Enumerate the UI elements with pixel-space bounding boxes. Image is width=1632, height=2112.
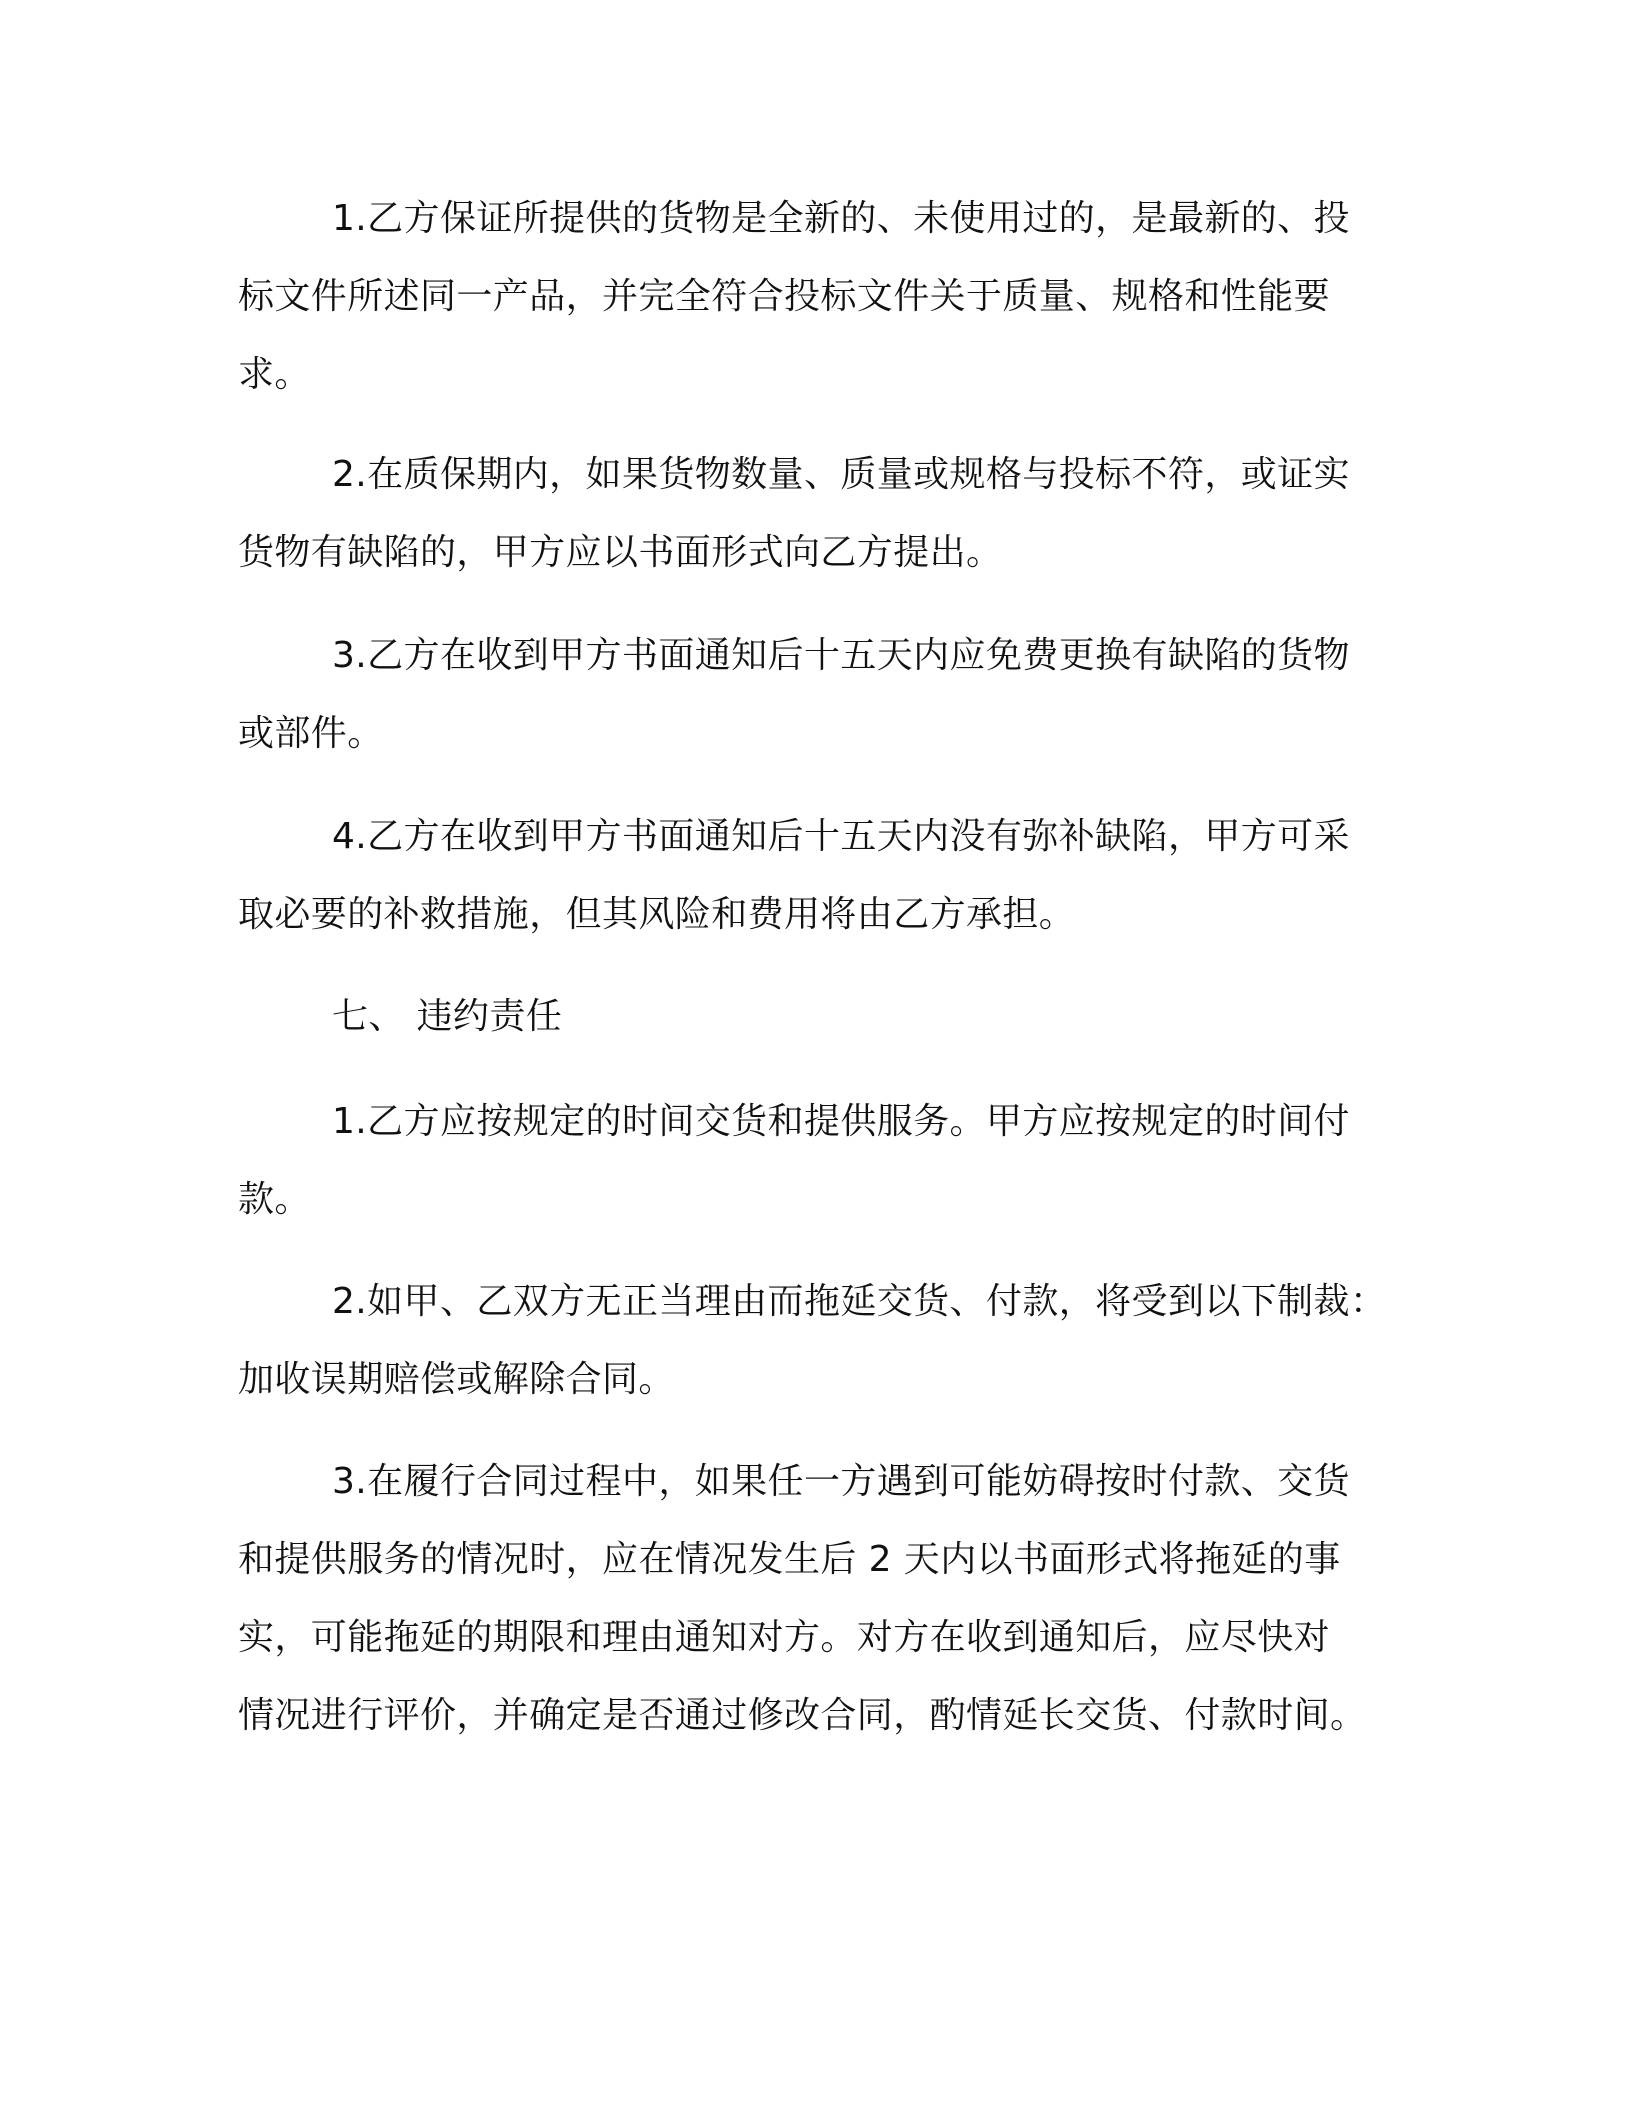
paragraph-line: 3.乙方在收到甲方书面通知后十五天内应免费更换有缺陷的货物: [332, 635, 1350, 676]
paragraph-delivery-payment: [238, 1083, 1398, 1239]
paragraph-line: 情况进行评价，并确定是否通过修改合同，酌情延长交货、付款时间。: [238, 1695, 1367, 1736]
paragraph-line: 4.乙方在收到甲方书面通知后十五天内没有弥补缺陷，甲方可采: [332, 816, 1350, 857]
paragraph-line: 取必要的补救措施，但其风险和费用将由乙方承担。: [238, 894, 1076, 935]
paragraph-line: 求。: [238, 354, 311, 395]
paragraph-line: 加收误期赔偿或解除合同。: [238, 1359, 675, 1400]
paragraph-warranty-period: [238, 436, 1398, 592]
paragraph-line: 1.乙方应按规定的时间交货和提供服务。甲方应按规定的时间付: [332, 1101, 1350, 1142]
paragraph-line: 款。: [238, 1179, 311, 1220]
paragraph-line: 和提供服务的情况时，应在情况发生后 2 天内以书面形式将拖延的事: [238, 1539, 1341, 1580]
section-heading-text: 七、 违约责任: [332, 996, 563, 1037]
paragraph-line: 或部件。: [238, 713, 384, 754]
section-heading-breach-liability: [238, 978, 1398, 1056]
paragraph-line: 1.乙方保证所提供的货物是全新的、未使用过的，是最新的、投: [332, 198, 1350, 239]
paragraph-quality-guarantee: [238, 180, 1398, 414]
paragraph-remedy: [238, 798, 1398, 954]
paragraph-line: 2.在质保期内，如果货物数量、质量或规格与投标不符，或证实: [332, 454, 1350, 495]
paragraph-replacement: [238, 617, 1398, 773]
paragraph-line: 货物有缺陷的，甲方应以书面形式向乙方提出。: [238, 532, 1003, 573]
paragraph-line: 2.如甲、乙双方无正当理由而拖延交货、付款，将受到以下制裁：: [332, 1281, 1387, 1322]
paragraph-line: 标文件所述同一产品，并完全符合投标文件关于质量、规格和性能要: [238, 276, 1331, 317]
paragraph-delay-notice: [238, 1443, 1398, 1755]
paragraph-sanctions: [238, 1263, 1398, 1419]
paragraph-line: 实，可能拖延的期限和理由通知对方。对方在收到通知后，应尽快对: [238, 1617, 1331, 1658]
paragraph-line: 3.在履行合同过程中，如果任一方遇到可能妨碍按时付款、交货: [332, 1461, 1350, 1502]
